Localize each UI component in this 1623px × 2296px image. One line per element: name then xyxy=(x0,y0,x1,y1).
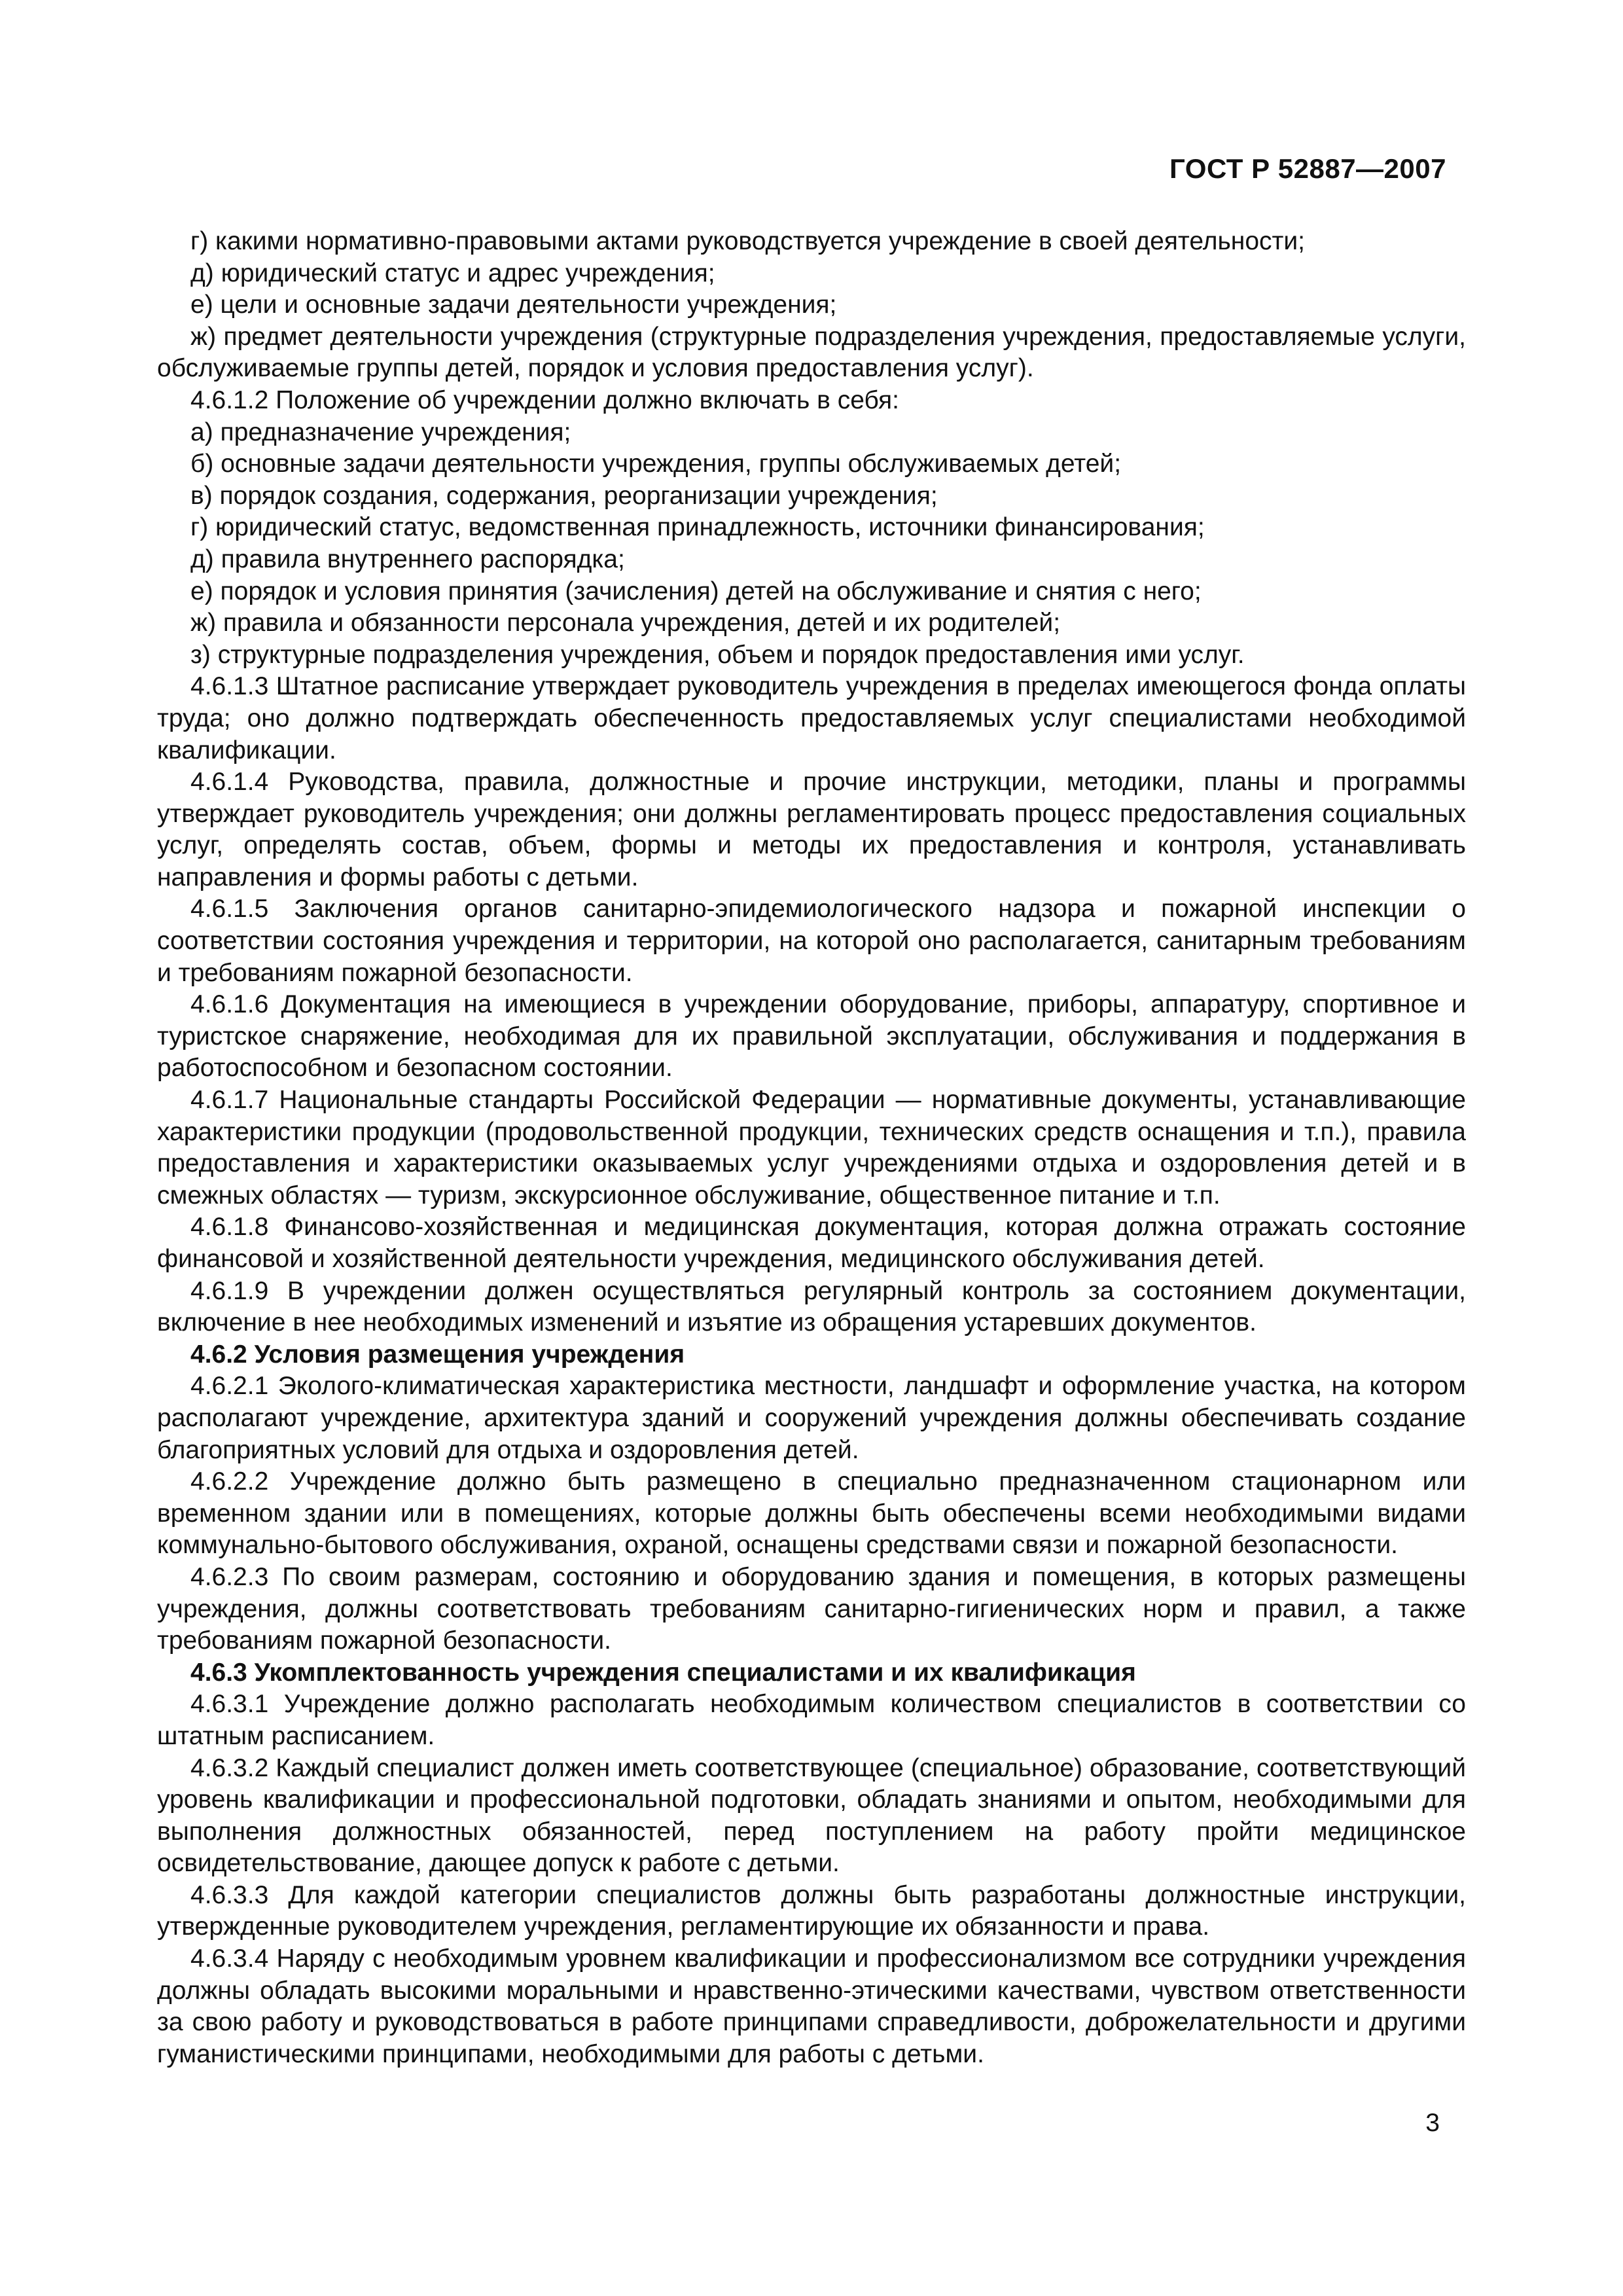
paragraph: д) правила внутреннего распорядка; xyxy=(190,545,625,573)
paragraph: 4.6.3.1 Учреждение должно располагать необходимым количеством специалистов в соответствии со штатным расписанием. xyxy=(157,1690,1466,1750)
paragraph: 4.6.1.7 Национальные стандарты Российской Федерации — нормативные документы, устанавливающие характеристики продукции (продовольственной продукции, технических средств оснащения и т.п.), правила предоставления и характеристики оказываемых услуг учреждениями отдыха и оздоровления детей и в смежных областях — туризм, экскурсионное обслуживание, общественное питание и т.п. xyxy=(157,1086,1466,1210)
paragraph: 4.6.1.6 Документация на имеющиеся в учреждении оборудование, приборы, аппаратуру, спортивное и туристское снаряжение, необходимая для их правильной эксплуатации, обслуживания и поддержания в работоспособном и безопасном состоянии. xyxy=(157,990,1466,1083)
paragraph: з) структурные подразделения учреждения, объем и порядок предоставления ими услуг. xyxy=(190,640,1245,669)
paragraph: б) основные задачи деятельности учреждения, группы обслуживаемых детей; xyxy=(190,450,1122,478)
paragraph: 4.6.2.1 Эколого-климатическая характеристика местности, ландшафт и оформление участка, на котором располагают учреждение, архитектура зданий и сооружений учреждения должны обеспечивать создание благоприятных условий для отдыха и оздоровления детей. xyxy=(157,1372,1466,1464)
paragraph: ж) правила и обязанности персонала учреждения, детей и их родителей; xyxy=(190,609,1061,637)
section-heading: 4.6.2 Условия размещения учреждения xyxy=(190,1340,685,1369)
document-body xyxy=(157,226,1466,2070)
paragraph: 4.6.1.5 Заключения органов санитарно-эпидемиологического надзора и пожарной инспекции о соответствии состояния учреждения и территории, на которой оно располагается, санитарным требованиям и требованиям пожарной безопасности. xyxy=(157,895,1466,987)
paragraph: е) цели и основные задачи деятельности учреждения; xyxy=(190,291,837,319)
paragraph: 4.6.1.9 В учреждении должен осуществляться регулярный контроль за состоянием документации, включение в нее необходимых изменений и изъятие из обращения устаревших документов. xyxy=(157,1276,1466,1337)
paragraph: ж) предмет деятельности учреждения (структурные подразделения учреждения, предоставляемые услуги, обслуживаемые группы детей, порядок и условия предоставления услуг). xyxy=(157,322,1466,383)
paragraph: 4.6.3.4 Наряду с необходимым уровнем квалификации и профессионализмом все сотрудники учреждения должны обладать высокими моральными и нравственно-этическими качествами, чувством ответственности за свою работу и руководствоваться в работе принципами справедливости, доброжелательности и другими гуманистическими принципами, необходимыми для работы с детьми. xyxy=(157,1945,1466,2068)
paragraph: 4.6.1.3 Штатное расписание утверждает руководитель учреждения в пределах имеющегося фонда оплаты труда; оно должно подтверждать обеспеченность предоставляемых услуг специалистами необходимой квалификации. xyxy=(157,672,1466,764)
paragraph: а) предназначение учреждения; xyxy=(190,418,571,446)
section-heading: 4.6.3 Укомплектованность учреждения специалистами и их квалификация xyxy=(190,1658,1136,1687)
paragraph: г) юридический статус, ведомственная принадлежность, источники финансирования; xyxy=(190,513,1205,542)
paragraph: 4.6.1.2 Положение об учреждении должно включать в себя: xyxy=(190,386,899,414)
paragraph: в) порядок создания, содержания, реорганизации учреждения; xyxy=(190,481,938,510)
paragraph: 4.6.1.4 Руководства, правила, должностные и прочие инструкции, методики, планы и программы утверждает руководитель учреждения; они должны регламентировать процесс предоставления социальных услуг, определять состав, объем, формы и методы их предоставления и контроля, устанавливать направления и формы работы с детьми. xyxy=(157,768,1466,891)
paragraph: е) порядок и условия принятия (зачисления) детей на обслуживание и снятия с него; xyxy=(190,577,1202,605)
paragraph: 4.6.1.8 Финансово-хозяйственная и медицинская документация, которая должна отражать состояние финансовой и хозяйственной деятельности учреждения, медицинского обслуживания детей. xyxy=(157,1213,1466,1273)
document-header: ГОСТ Р 52887—2007 xyxy=(1169,153,1446,184)
paragraph: г) какими нормативно-правовыми актами руководствуется учреждение в своей деятельности; xyxy=(190,227,1305,255)
page-number: 3 xyxy=(1425,2109,1440,2137)
paragraph: 4.6.3.3 Для каждой категории специалистов должны быть разработаны должностные инструкции, утвержденные руководителем учреждения, регламентирующие их обязанности и права. xyxy=(157,1880,1466,1941)
paragraph: д) юридический статус и адрес учреждения; xyxy=(190,259,715,287)
paragraph: 4.6.2.3 По своим размерам, состоянию и оборудованию здания и помещения, в которых размещены учреждения, должны соответствовать требованиям санитарно-гигиенических норм и правил, а также требованиям пожарной безопасности. xyxy=(157,1562,1466,1655)
paragraph: 4.6.2.2 Учреждение должно быть размещено в специально предназначенном стационарном или временном здании или в помещениях, которые должны быть обеспечены всеми необходимыми видами коммунально-бытового обслуживания, охраной, оснащены средствами связи и пожарной безопасности. xyxy=(157,1467,1466,1560)
paragraph: 4.6.3.2 Каждый специалист должен иметь соответствующее (специальное) образование, соответствующий уровень квалификации и профессиональной подготовки, обладать знаниями и опытом, необходимыми для выполнения должностных обязанностей, перед поступлением на работу пройти медицинское освидетельствование, дающее допуск к работе с детьми. xyxy=(157,1753,1466,1878)
